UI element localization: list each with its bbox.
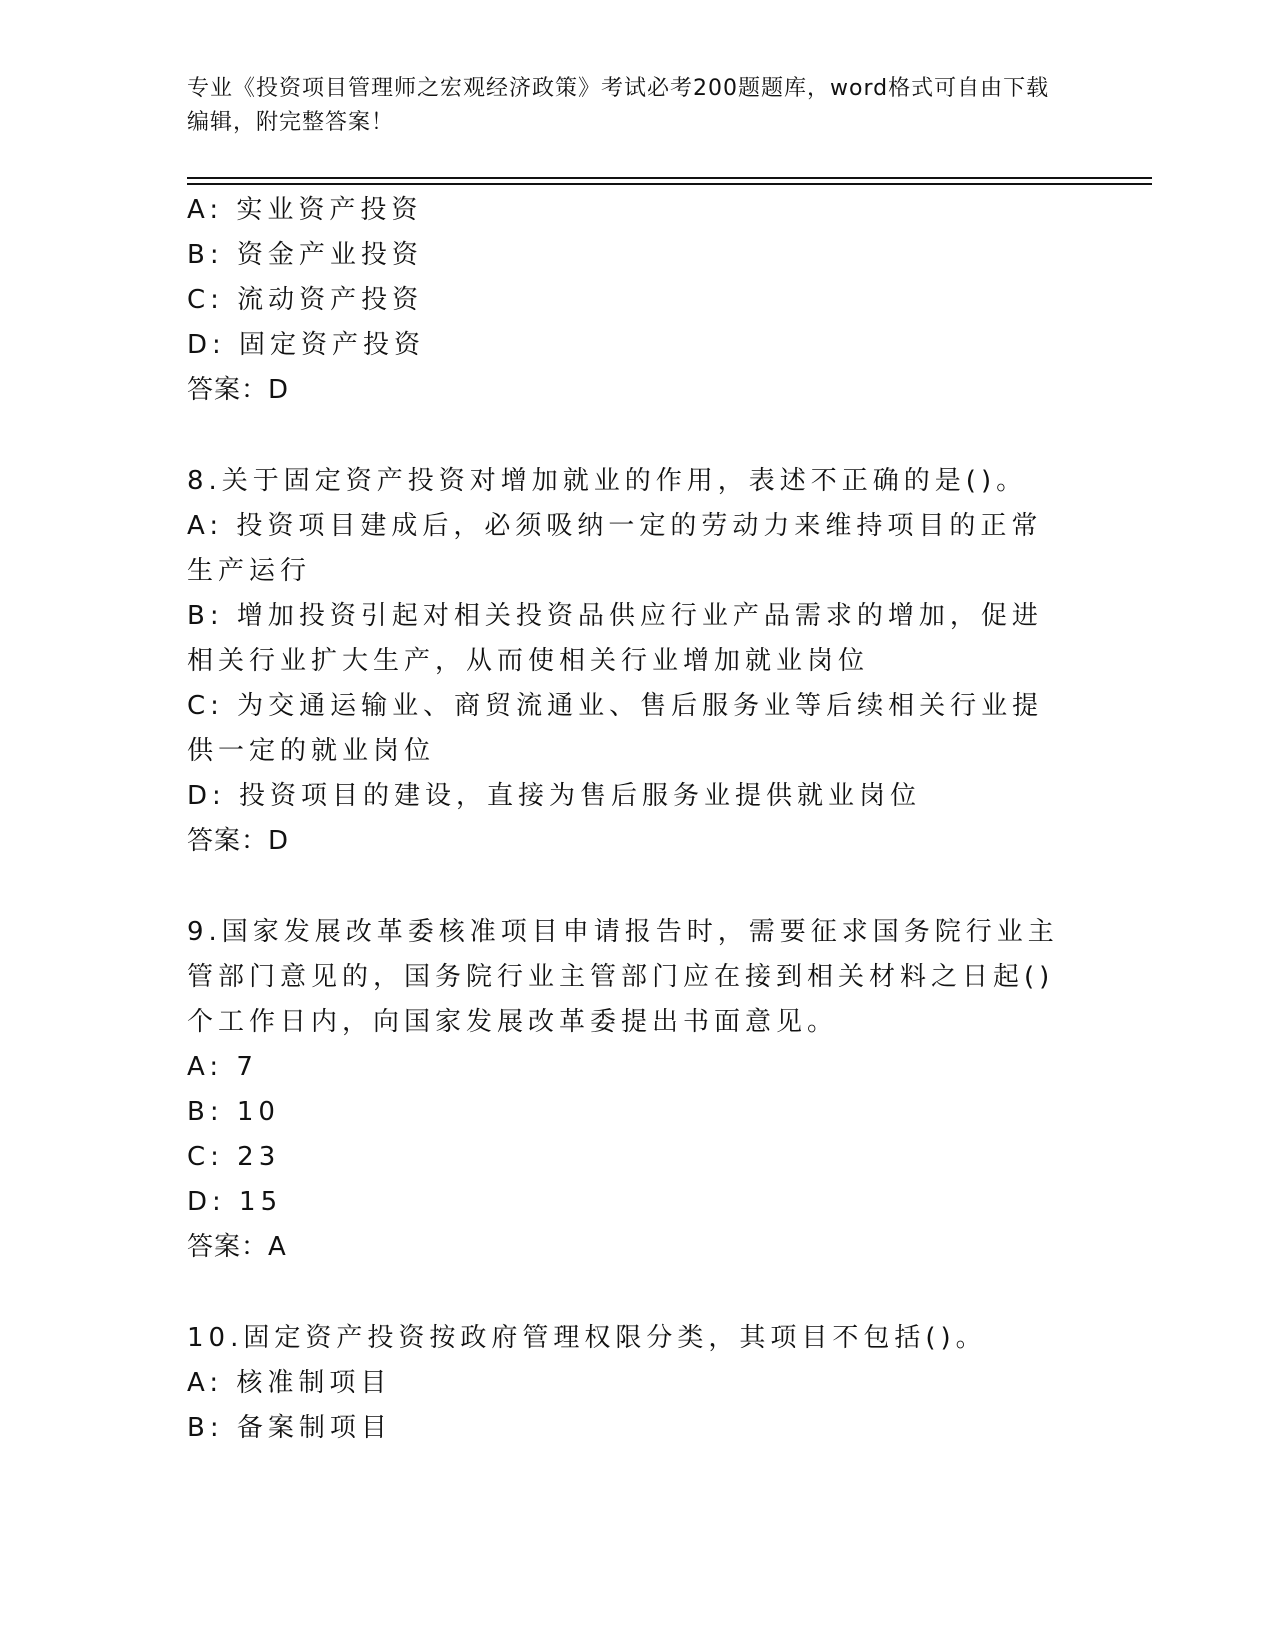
- question-list: [187, 188, 1067, 1451]
- option-c: C: 流动资产投资: [187, 285, 424, 315]
- spacer: [187, 1270, 1067, 1316]
- spacer: [187, 864, 1067, 910]
- question-text: 9.国家发展改革委核准项目申请报告时，需要征求国务院行业主管部门意见的，国务院行业主管部门应在接到相关材料之日起()个工作日内，向国家发展改革委提出书面意见。: [187, 917, 1059, 1037]
- spacer: [187, 413, 1067, 459]
- header-rule-top: [187, 177, 1152, 179]
- answer: 答案：D: [187, 826, 290, 856]
- answer: 答案：A: [187, 1232, 287, 1262]
- question-text: 10.固定资产投资按政府管理权限分类，其项目不包括()。: [187, 1323, 987, 1353]
- option-a: A: 核准制项目: [187, 1368, 392, 1398]
- header-rule-bottom: [187, 183, 1152, 185]
- question-7: [187, 188, 1067, 413]
- option-d: D: 15: [187, 1187, 283, 1217]
- question-9: [187, 910, 1067, 1270]
- option-d: D: 投资项目的建设，直接为售后服务业提供就业岗位: [187, 781, 922, 811]
- question-text: 8.关于固定资产投资对增加就业的作用，表述不正确的是()。: [187, 466, 1028, 496]
- option-a: A: 实业资产投资: [187, 195, 423, 225]
- option-b: B: 备案制项目: [187, 1413, 392, 1443]
- option-b: B: 资金产业投资: [187, 240, 423, 270]
- option-c: C: 23: [187, 1142, 281, 1172]
- document-header: 专业《投资项目管理师之宏观经济政策》考试必考200题题库，word格式可自由下载编辑，附完整答案！: [187, 76, 1050, 135]
- question-10: [187, 1316, 1067, 1451]
- option-c: C: 为交通运输业、商贸流通业、售后服务业等后续相关行业提供一定的就业岗位: [187, 691, 1044, 766]
- question-8: [187, 459, 1067, 864]
- option-a: A: 投资项目建成后，必须吸纳一定的劳动力来维持项目的正常生产运行: [187, 511, 1043, 586]
- answer: 答案：D: [187, 375, 290, 405]
- option-a: A: 7: [187, 1052, 258, 1082]
- option-d: D: 固定资产投资: [187, 330, 426, 360]
- option-b: B: 10: [187, 1097, 280, 1127]
- option-b: B: 增加投资引起对相关投资品供应行业产品需求的增加，促进相关行业扩大生产，从而使相关行业增加就业岗位: [187, 601, 1043, 676]
